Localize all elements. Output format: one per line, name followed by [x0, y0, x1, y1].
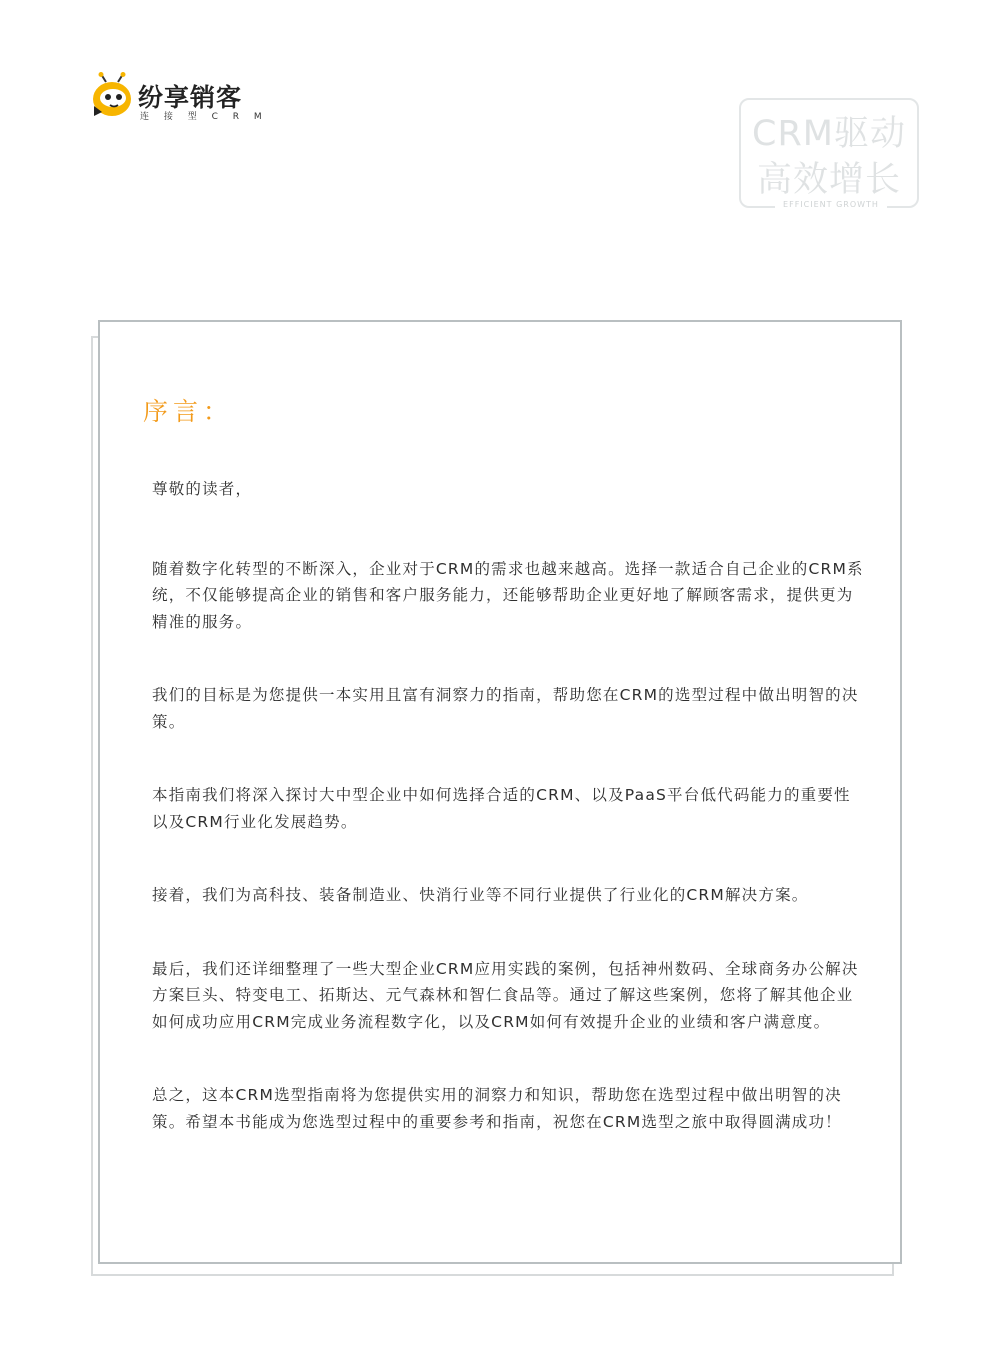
- paragraph-2: 我们的目标是为您提供一本实用且富有洞察力的指南，帮助您在CRM的选型过程中做出明智的决策。: [152, 686, 859, 731]
- growth-stamp: [739, 98, 919, 208]
- paragraph-3: 本指南我们将深入探讨大中型企业中如何选择合适的CRM、以及PaaS平台低代码能力的重要性以及CRM行业化发展趋势。: [152, 786, 851, 831]
- greeting: 尊敬的读者，: [152, 480, 253, 498]
- paragraph-5: 最后，我们还详细整理了一些大型企业CRM应用实践的案例，包括神州数码、全球商务办公解决方案巨头、特变电工、拓斯达、元气森林和智仁食品等。通过了解这些案例，您将了解其他企业如何成功应用CRM完成业务流程数字化，以及CRM如何有效提升企业的业绩和客户满意度。: [152, 959, 859, 1031]
- bee-mascot-icon: [90, 72, 136, 120]
- preface-letter: [152, 476, 864, 1182]
- paragraph-6: 总之，这本CRM选型指南将为您提供实用的洞察力和知识，帮助您在选型过程中做出明智的决策。希望本书能成为您选型过程中的重要参考和指南，祝您在CRM选型之旅中取得圆满成功！: [152, 1086, 842, 1131]
- brand-tagline: 连 接 型 C R M: [140, 112, 268, 122]
- paragraph-1: 随着数字化转型的不断深入，企业对于CRM的需求也越来越高。选择一款适合自己企业的CRM系统，不仅能够提高企业的销售和客户服务能力，还能够帮助企业更好地了解顾客需求，提供更为精准的服务。: [152, 559, 864, 631]
- paragraph-4: 接着，我们为高科技、装备制造业、快消行业等不同行业提供了行业化的CRM解决方案。: [152, 886, 809, 904]
- stamp-line-2: 高效增长: [756, 160, 901, 200]
- stamp-subtitle: EFFICIENT GROWTH: [775, 200, 887, 209]
- stamp-line-1: CRM驱动: [752, 114, 906, 154]
- preface-heading: 序言：: [143, 397, 234, 426]
- brand-logo: [90, 72, 270, 122]
- brand-name: 纷享销客: [138, 83, 243, 112]
